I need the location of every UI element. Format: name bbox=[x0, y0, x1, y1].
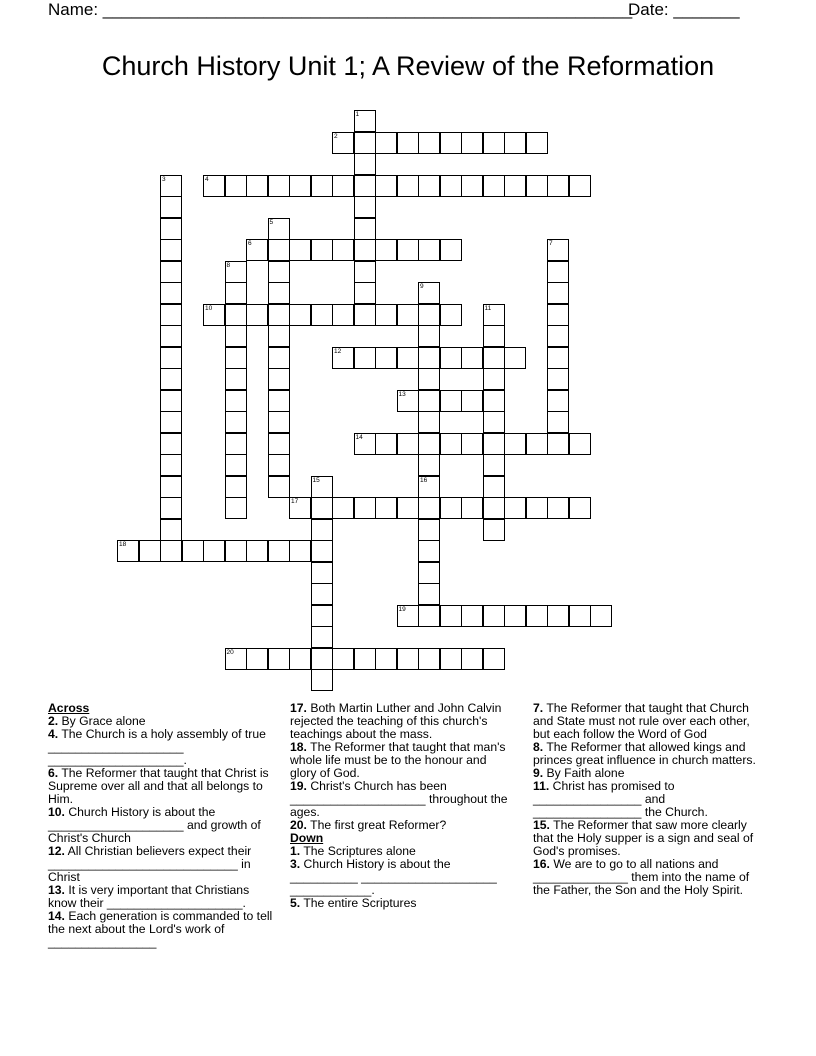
clue-number: 11 bbox=[484, 304, 492, 312]
grid-cell[interactable] bbox=[354, 218, 376, 240]
clue-text: It is very important that Christians know their ____________________. bbox=[48, 883, 250, 910]
grid-cell[interactable] bbox=[354, 261, 376, 283]
grid-cell[interactable] bbox=[483, 304, 505, 326]
grid-cell[interactable] bbox=[268, 476, 290, 498]
grid-cell[interactable] bbox=[311, 583, 333, 605]
grid-cell[interactable] bbox=[225, 433, 247, 455]
clue-number: 6. bbox=[48, 766, 59, 780]
grid-cell[interactable] bbox=[418, 304, 440, 326]
grid-cell[interactable] bbox=[418, 540, 440, 562]
grid-cell[interactable] bbox=[160, 325, 182, 347]
grid-cell[interactable] bbox=[375, 132, 397, 154]
grid-cell[interactable] bbox=[225, 175, 247, 197]
grid-cell[interactable] bbox=[547, 304, 569, 326]
grid-cell[interactable] bbox=[268, 390, 290, 412]
clue-number: 8. bbox=[533, 740, 544, 754]
grid-cell[interactable] bbox=[483, 175, 505, 197]
clue-item bbox=[290, 741, 515, 780]
grid-cell[interactable] bbox=[311, 540, 333, 562]
grid-cell[interactable] bbox=[483, 497, 505, 519]
clue-number: 14. bbox=[48, 909, 65, 923]
grid-cell[interactable] bbox=[504, 347, 526, 369]
grid-cell[interactable] bbox=[418, 562, 440, 584]
grid-cell[interactable] bbox=[225, 411, 247, 433]
clue-number: 14 bbox=[355, 433, 363, 441]
clue-text: The entire Scriptures bbox=[300, 896, 417, 910]
grid-cell[interactable] bbox=[483, 519, 505, 541]
grid-cell[interactable] bbox=[160, 540, 182, 562]
grid-cell[interactable] bbox=[569, 497, 591, 519]
clue-text: Each generation is commanded to tell the next about the Lord's work of ________________ bbox=[48, 909, 273, 949]
clue-number: 19. bbox=[290, 779, 307, 793]
clue-text: The Scriptures alone bbox=[300, 844, 416, 858]
clue-number: 2 bbox=[334, 132, 338, 140]
grid-cell[interactable] bbox=[203, 175, 225, 197]
grid-cell[interactable] bbox=[418, 347, 440, 369]
grid-cell[interactable] bbox=[504, 497, 526, 519]
grid-cell[interactable] bbox=[418, 433, 440, 455]
grid-cell[interactable] bbox=[354, 433, 376, 455]
grid-cell[interactable] bbox=[547, 605, 569, 627]
grid-cell[interactable] bbox=[268, 454, 290, 476]
grid-cell[interactable] bbox=[354, 282, 376, 304]
clue-number: 20 bbox=[226, 648, 234, 656]
grid-cell[interactable] bbox=[375, 239, 397, 261]
grid-cell[interactable] bbox=[461, 175, 483, 197]
grid-cell[interactable] bbox=[440, 347, 462, 369]
clue-text: Church History is about the ____________________ and growth of Christ's Church bbox=[48, 805, 261, 845]
clue-text: The first great Reformer? bbox=[306, 818, 447, 832]
clue-number: 11. bbox=[533, 779, 550, 793]
grid-cell[interactable] bbox=[225, 368, 247, 390]
grid-cell[interactable] bbox=[547, 347, 569, 369]
grid-cell[interactable] bbox=[311, 476, 333, 498]
clue-number: 16. bbox=[533, 857, 550, 871]
grid-cell[interactable] bbox=[461, 648, 483, 670]
across-clue-list-continued bbox=[290, 702, 515, 832]
clue-number: 5. bbox=[290, 896, 301, 910]
grid-cell[interactable] bbox=[375, 648, 397, 670]
clue-number: 9. bbox=[533, 766, 544, 780]
grid-cell[interactable] bbox=[268, 433, 290, 455]
grid-cell[interactable] bbox=[268, 239, 290, 261]
grid-cell[interactable] bbox=[160, 368, 182, 390]
grid-cell[interactable] bbox=[311, 605, 333, 627]
grid-cell[interactable] bbox=[354, 153, 376, 175]
grid-cell[interactable] bbox=[418, 605, 440, 627]
clue-item bbox=[290, 819, 515, 832]
clue-text: We are to go to all nations and ______________ them into the name of the Father, the Son and the Holy Spirit. bbox=[533, 857, 750, 897]
grid-cell[interactable] bbox=[526, 175, 548, 197]
clue-item bbox=[48, 806, 273, 845]
grid-cell[interactable] bbox=[332, 648, 354, 670]
grid-cell[interactable] bbox=[311, 669, 333, 691]
grid-cell[interactable] bbox=[332, 347, 354, 369]
grid-cell[interactable] bbox=[311, 239, 333, 261]
clue-item bbox=[48, 884, 273, 910]
grid-cell[interactable] bbox=[547, 497, 569, 519]
grid-cell[interactable] bbox=[354, 304, 376, 326]
grid-cell[interactable] bbox=[246, 175, 268, 197]
grid-cell[interactable] bbox=[289, 497, 311, 519]
grid-cell[interactable] bbox=[354, 347, 376, 369]
grid-cell[interactable] bbox=[569, 605, 591, 627]
clue-item bbox=[533, 819, 758, 858]
clue-number: 20. bbox=[290, 818, 307, 832]
grid-cell[interactable] bbox=[268, 261, 290, 283]
grid-cell[interactable] bbox=[440, 605, 462, 627]
grid-cell[interactable] bbox=[569, 175, 591, 197]
grid-cell[interactable] bbox=[483, 454, 505, 476]
grid-cell[interactable] bbox=[440, 648, 462, 670]
grid-cell[interactable] bbox=[483, 605, 505, 627]
grid-cell[interactable] bbox=[440, 433, 462, 455]
grid-cell[interactable] bbox=[504, 605, 526, 627]
clue-number: 9 bbox=[420, 283, 424, 290]
grid-cell[interactable] bbox=[246, 304, 268, 326]
name-field[interactable]: Name: ________________________________________________________ bbox=[48, 0, 633, 19]
grid-cell[interactable] bbox=[160, 390, 182, 412]
grid-cell[interactable] bbox=[504, 175, 526, 197]
grid-cell[interactable] bbox=[547, 282, 569, 304]
grid-cell[interactable] bbox=[418, 325, 440, 347]
clue-text: By Grace alone bbox=[58, 714, 146, 728]
clue-item bbox=[533, 780, 758, 819]
clue-item bbox=[533, 741, 758, 767]
grid-cell[interactable] bbox=[160, 454, 182, 476]
clue-number: 2. bbox=[48, 714, 59, 728]
grid-cell[interactable] bbox=[547, 433, 569, 455]
grid-cell[interactable] bbox=[375, 304, 397, 326]
grid-cell[interactable] bbox=[547, 325, 569, 347]
grid-cell[interactable] bbox=[526, 605, 548, 627]
clue-item bbox=[290, 702, 515, 741]
clue-text: All Christian believers expect their ____________________________ in Christ bbox=[48, 844, 252, 884]
grid-cell[interactable] bbox=[246, 239, 268, 261]
clue-number: 17 bbox=[291, 498, 299, 505]
grid-cell[interactable] bbox=[225, 304, 247, 326]
grid-cell[interactable] bbox=[354, 110, 376, 132]
clue-number: 1. bbox=[290, 844, 301, 858]
grid-cell[interactable] bbox=[418, 411, 440, 433]
grid-cell[interactable] bbox=[225, 648, 247, 670]
grid-cell[interactable] bbox=[225, 497, 247, 519]
grid-cell[interactable] bbox=[246, 540, 268, 562]
grid-cell[interactable] bbox=[418, 648, 440, 670]
grid-cell[interactable] bbox=[268, 304, 290, 326]
grid-cell[interactable] bbox=[483, 325, 505, 347]
clue-number: 3. bbox=[290, 857, 301, 871]
grid-cell[interactable] bbox=[182, 540, 204, 562]
grid-cell[interactable] bbox=[461, 390, 483, 412]
grid-cell[interactable] bbox=[311, 626, 333, 648]
grid-cell[interactable] bbox=[289, 304, 311, 326]
grid-cell[interactable] bbox=[160, 519, 182, 541]
grid-cell[interactable] bbox=[246, 648, 268, 670]
grid-cell[interactable] bbox=[461, 347, 483, 369]
grid-cell[interactable] bbox=[289, 175, 311, 197]
grid-cell[interactable] bbox=[268, 411, 290, 433]
grid-cell[interactable] bbox=[526, 132, 548, 154]
grid-cell[interactable] bbox=[225, 282, 247, 304]
grid-cell[interactable] bbox=[354, 648, 376, 670]
grid-cell[interactable] bbox=[354, 497, 376, 519]
grid-cell[interactable] bbox=[332, 304, 354, 326]
clue-item bbox=[48, 845, 273, 884]
grid-cell[interactable] bbox=[440, 497, 462, 519]
down-heading: Down bbox=[290, 831, 324, 845]
grid-cell[interactable] bbox=[268, 368, 290, 390]
grid-cell[interactable] bbox=[440, 304, 462, 326]
grid-cell[interactable] bbox=[526, 433, 548, 455]
clue-number: 17. bbox=[290, 701, 307, 715]
clue-text: The Church is a holy assembly of true ____________________ ____________________. bbox=[48, 727, 266, 767]
clue-item bbox=[290, 780, 515, 819]
grid-cell[interactable] bbox=[461, 132, 483, 154]
across-clue-list bbox=[48, 715, 273, 949]
clue-text: The Reformer that taught that man's whole life must be to the honour and glory of God. bbox=[290, 740, 506, 780]
grid-cell[interactable] bbox=[160, 433, 182, 455]
grid-cell[interactable] bbox=[332, 132, 354, 154]
grid-cell[interactable] bbox=[397, 605, 419, 627]
clue-number: 18 bbox=[119, 541, 127, 548]
grid-cell[interactable] bbox=[225, 325, 247, 347]
clue-text: Christ has promised to ________________ and ________________ the Church. bbox=[533, 779, 708, 819]
grid-cell[interactable] bbox=[311, 648, 333, 670]
grid-cell[interactable] bbox=[289, 239, 311, 261]
grid-cell[interactable] bbox=[332, 239, 354, 261]
grid-cell[interactable] bbox=[397, 497, 419, 519]
grid-cell[interactable] bbox=[375, 175, 397, 197]
grid-cell[interactable] bbox=[268, 218, 290, 240]
grid-cell[interactable] bbox=[160, 239, 182, 261]
grid-cell[interactable] bbox=[289, 648, 311, 670]
page-title: Church History Unit 1; A Review of the Reformation bbox=[101, 51, 715, 81]
grid-cell[interactable] bbox=[225, 390, 247, 412]
down-clue-list-continued bbox=[533, 702, 758, 897]
grid-cell[interactable] bbox=[418, 239, 440, 261]
grid-cell[interactable] bbox=[397, 390, 419, 412]
grid-cell[interactable] bbox=[375, 497, 397, 519]
grid-cell[interactable] bbox=[160, 218, 182, 240]
grid-cell[interactable] bbox=[483, 368, 505, 390]
grid-cell[interactable] bbox=[375, 347, 397, 369]
grid-cell[interactable] bbox=[225, 347, 247, 369]
grid-cell[interactable] bbox=[311, 562, 333, 584]
grid-cell[interactable] bbox=[418, 132, 440, 154]
grid-cell[interactable] bbox=[375, 433, 397, 455]
grid-cell[interactable] bbox=[311, 175, 333, 197]
grid-cell[interactable] bbox=[483, 390, 505, 412]
grid-cell[interactable] bbox=[311, 519, 333, 541]
clue-number: 6 bbox=[248, 240, 252, 247]
grid-cell[interactable] bbox=[461, 605, 483, 627]
grid-cell[interactable] bbox=[397, 304, 419, 326]
clue-number: 5 bbox=[269, 218, 274, 226]
grid-cell[interactable] bbox=[354, 132, 376, 154]
grid-cell[interactable] bbox=[569, 433, 591, 455]
grid-cell[interactable] bbox=[268, 175, 290, 197]
clue-number: 13 bbox=[398, 390, 406, 398]
grid-cell[interactable] bbox=[483, 648, 505, 670]
grid-cell[interactable] bbox=[160, 476, 182, 498]
down-clue-list bbox=[290, 845, 515, 910]
grid-cell[interactable] bbox=[225, 454, 247, 476]
clue-item bbox=[533, 858, 758, 897]
grid-cell[interactable] bbox=[225, 476, 247, 498]
grid-cell[interactable] bbox=[461, 433, 483, 455]
grid-cell[interactable] bbox=[440, 175, 462, 197]
grid-cell[interactable] bbox=[289, 540, 311, 562]
grid-cell[interactable] bbox=[160, 304, 182, 326]
grid-cell[interactable] bbox=[268, 325, 290, 347]
grid-cell[interactable] bbox=[160, 196, 182, 218]
clue-number: 15. bbox=[533, 818, 550, 832]
clue-number: 7. bbox=[533, 701, 544, 715]
clue-item bbox=[290, 858, 515, 897]
grid-cell[interactable] bbox=[483, 411, 505, 433]
clue-number: 12. bbox=[48, 844, 65, 858]
grid-cell[interactable] bbox=[418, 476, 440, 498]
clue-number: 7 bbox=[549, 240, 553, 247]
grid-cell[interactable] bbox=[397, 648, 419, 670]
grid-cell[interactable] bbox=[547, 411, 569, 433]
grid-cell[interactable] bbox=[547, 261, 569, 283]
clue-number: 12 bbox=[334, 347, 342, 355]
grid-cell[interactable] bbox=[547, 175, 569, 197]
grid-cell[interactable] bbox=[418, 175, 440, 197]
clue-text: Christ's Church has been ____________________ throughout the ages. bbox=[290, 779, 508, 819]
grid-cell[interactable] bbox=[397, 347, 419, 369]
clue-item bbox=[48, 767, 273, 806]
date-field[interactable]: Date: _______ bbox=[628, 0, 740, 19]
grid-cell[interactable] bbox=[590, 605, 612, 627]
clue-item bbox=[48, 910, 273, 949]
grid-cell[interactable] bbox=[440, 390, 462, 412]
grid-cell[interactable] bbox=[397, 433, 419, 455]
clue-item bbox=[290, 897, 515, 910]
grid-cell[interactable] bbox=[160, 411, 182, 433]
grid-cell[interactable] bbox=[461, 497, 483, 519]
grid-cell[interactable] bbox=[504, 132, 526, 154]
grid-cell[interactable] bbox=[418, 390, 440, 412]
grid-cell[interactable] bbox=[440, 239, 462, 261]
grid-cell[interactable] bbox=[311, 304, 333, 326]
clue-number: 10 bbox=[205, 304, 213, 312]
grid-cell[interactable] bbox=[418, 583, 440, 605]
grid-cell[interactable] bbox=[139, 540, 161, 562]
grid-cell[interactable] bbox=[440, 132, 462, 154]
grid-cell[interactable] bbox=[160, 261, 182, 283]
clue-column-3 bbox=[533, 702, 758, 897]
clue-number: 16 bbox=[420, 476, 428, 484]
grid-cell[interactable] bbox=[418, 454, 440, 476]
clue-text: The Reformer that taught that Christ is Supreme over all and that all belongs to Him. bbox=[48, 766, 269, 806]
grid-cell[interactable] bbox=[332, 497, 354, 519]
grid-cell[interactable] bbox=[483, 347, 505, 369]
clue-text: The Reformer that taught that Church and State must not rule over each other, but each follow the Word of God bbox=[533, 701, 750, 741]
grid-cell[interactable] bbox=[160, 282, 182, 304]
grid-cell[interactable] bbox=[397, 132, 419, 154]
clue-number: 19 bbox=[398, 605, 406, 613]
grid-cell[interactable] bbox=[547, 239, 569, 261]
grid-cell[interactable] bbox=[397, 175, 419, 197]
grid-cell[interactable] bbox=[225, 261, 247, 283]
grid-cell[interactable] bbox=[526, 497, 548, 519]
clue-number: 1 bbox=[355, 111, 360, 118]
grid-cell[interactable] bbox=[418, 497, 440, 519]
grid-cell[interactable] bbox=[354, 196, 376, 218]
clue-number: 10. bbox=[48, 805, 65, 819]
clue-number: 8 bbox=[226, 261, 231, 269]
grid-cell[interactable] bbox=[397, 239, 419, 261]
grid-cell[interactable] bbox=[160, 347, 182, 369]
grid-cell[interactable] bbox=[483, 476, 505, 498]
grid-cell[interactable] bbox=[504, 433, 526, 455]
grid-cell[interactable] bbox=[117, 540, 139, 562]
clue-column-1 bbox=[48, 702, 273, 949]
clue-text: By Faith alone bbox=[543, 766, 625, 780]
grid-cell[interactable] bbox=[268, 540, 290, 562]
grid-cell[interactable] bbox=[225, 540, 247, 562]
grid-cell[interactable] bbox=[160, 497, 182, 519]
grid-cell[interactable] bbox=[160, 175, 182, 197]
clue-number: 15 bbox=[312, 476, 320, 484]
grid-cell[interactable] bbox=[483, 132, 505, 154]
clue-number: 3 bbox=[162, 175, 166, 183]
clue-number: 18. bbox=[290, 740, 307, 754]
grid-cell[interactable] bbox=[483, 433, 505, 455]
grid-cell[interactable] bbox=[203, 304, 225, 326]
grid-cell[interactable] bbox=[332, 175, 354, 197]
clue-item bbox=[48, 728, 273, 767]
clue-text: The Reformer that saw more clearly that the Holy supper is a sign and seal of God's promises. bbox=[533, 818, 754, 858]
grid-cell[interactable] bbox=[547, 390, 569, 412]
clue-text: Church History is about the __________ ____________________ ____________. bbox=[290, 857, 497, 897]
grid-cell[interactable] bbox=[268, 282, 290, 304]
grid-cell[interactable] bbox=[418, 368, 440, 390]
clue-item bbox=[533, 702, 758, 741]
clue-number: 13. bbox=[48, 883, 65, 897]
grid-cell[interactable] bbox=[418, 282, 440, 304]
clue-number: 4. bbox=[48, 727, 59, 741]
grid-cell[interactable] bbox=[354, 239, 376, 261]
grid-cell[interactable] bbox=[418, 519, 440, 541]
clue-number: 4 bbox=[205, 175, 209, 183]
grid-cell[interactable] bbox=[547, 368, 569, 390]
across-heading: Across bbox=[48, 701, 90, 715]
grid-cell[interactable] bbox=[268, 347, 290, 369]
clue-column-2 bbox=[290, 702, 515, 910]
grid-cell[interactable] bbox=[311, 497, 333, 519]
grid-cell[interactable] bbox=[203, 540, 225, 562]
grid-cell[interactable] bbox=[354, 175, 376, 197]
clue-text: Both Martin Luther and John Calvin rejected the teaching of this church's teachings about the mass. bbox=[290, 701, 502, 741]
clue-text: The Reformer that allowed kings and princes great influence in church matters. bbox=[533, 740, 756, 767]
grid-cell[interactable] bbox=[268, 648, 290, 670]
